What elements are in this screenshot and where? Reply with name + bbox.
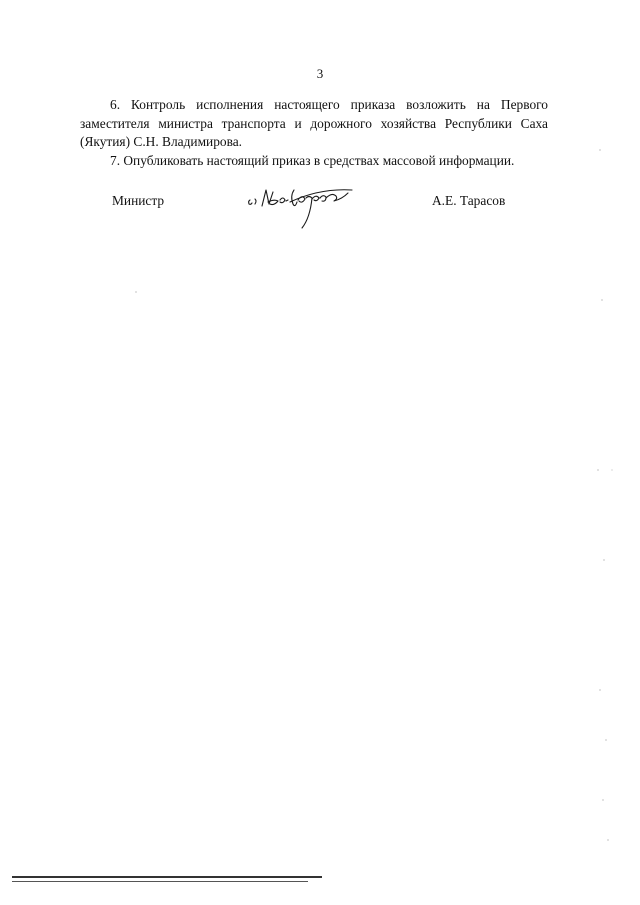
signatory-name: А.Е. Тарасов (432, 193, 506, 208)
signature-block (0, 180, 640, 240)
signatory-title: Министр (112, 193, 165, 208)
paragraph-7: 7. Опубликовать настоящий приказ в средствах массовой информации. (110, 152, 515, 168)
document-body (80, 96, 548, 170)
paragraph-6: 6. Контроль исполнения настоящего приказа возложить на Первого заместителя министра транспорта и дорожного хозяйства Республики Саха (Якутия) С.Н. Владимирова. (80, 97, 548, 149)
page-number: 3 (316, 66, 324, 81)
bottom-rule (12, 876, 322, 878)
handwritten-signature (242, 180, 362, 236)
bottom-rule-secondary (12, 881, 308, 882)
